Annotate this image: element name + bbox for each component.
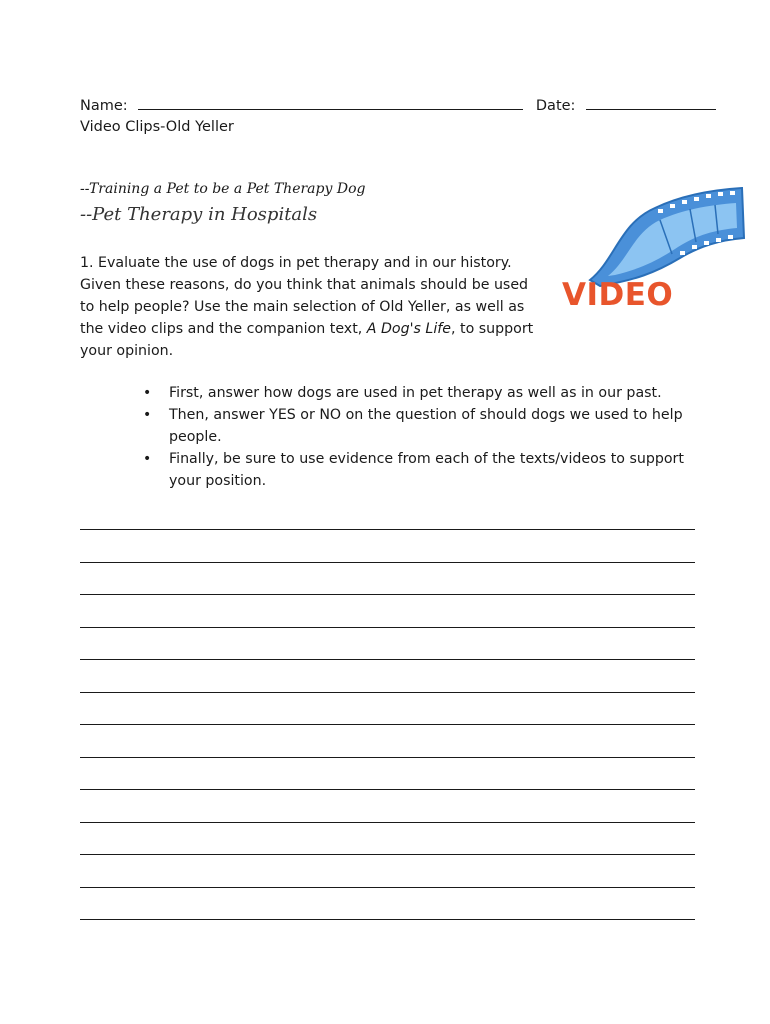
answer-line[interactable] (80, 757, 695, 758)
instruction-list (143, 382, 703, 492)
question-1 (80, 252, 540, 362)
answer-line[interactable] (80, 627, 695, 628)
name-label: Name: (80, 98, 128, 114)
answer-line[interactable] (80, 562, 695, 563)
instruction-item: • Then, answer YES or NO on the question of should dogs we used to help people. (143, 407, 683, 445)
companion-text-title: A Dog's Life (366, 321, 451, 337)
answer-line[interactable] (80, 887, 695, 888)
answer-line[interactable] (80, 854, 695, 855)
question-text-after: , to support your opinion. (80, 321, 534, 359)
answer-line[interactable] (80, 724, 695, 725)
video-clip-title-1: --Training a Pet to be a Pet Therapy Dog (80, 181, 366, 197)
answer-line[interactable] (80, 919, 695, 920)
answer-line[interactable] (80, 594, 695, 595)
answer-line[interactable] (80, 529, 695, 530)
date-field[interactable] (586, 94, 716, 110)
instruction-item: • First, answer how dogs are used in pet therapy as well as in our past. (143, 385, 662, 401)
answer-line[interactable] (80, 789, 695, 790)
answer-line[interactable] (80, 822, 695, 823)
date-label: Date: (535, 98, 576, 114)
worksheet-subtitle: Video Clips-Old Yeller (80, 119, 234, 135)
answer-line[interactable] (80, 692, 695, 693)
header-line (80, 94, 702, 117)
video-clip-title-2: --Pet Therapy in Hospitals (80, 204, 318, 225)
answer-line[interactable] (80, 659, 695, 660)
instruction-item: • Finally, be sure to use evidence from each of the texts/videos to support your position. (143, 451, 684, 489)
video-logo-text: VIDEO (562, 277, 674, 313)
name-field[interactable] (138, 94, 523, 110)
question-text-before: 1. Evaluate the use of dogs in pet therapy and in our history. Given these reasons, do you think that animals should be used to help people? Use the main selection of Old Yeller, as well as the video clips and the companion text, (80, 255, 529, 337)
